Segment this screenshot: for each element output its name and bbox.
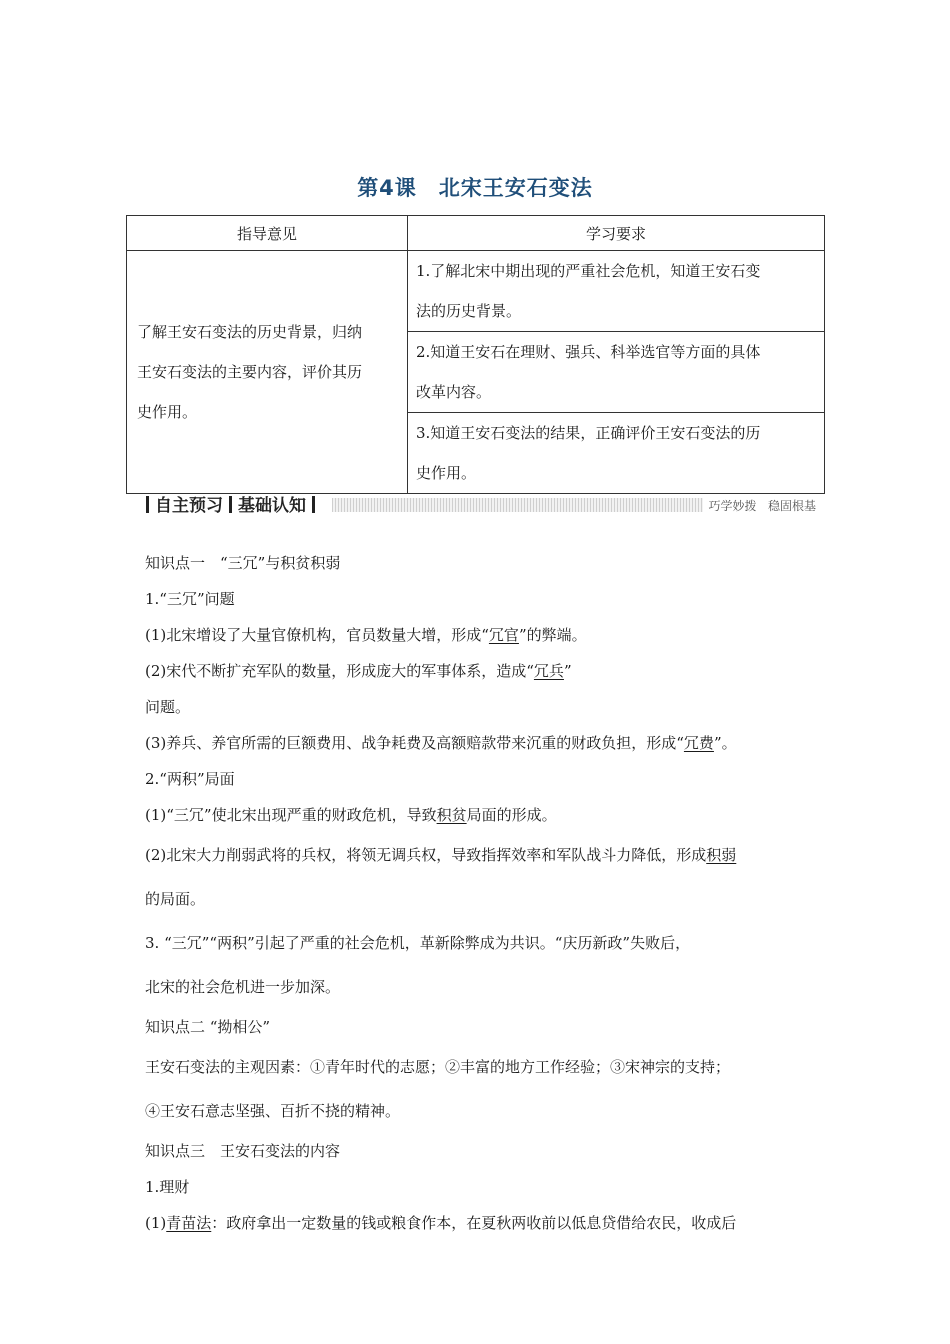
banner-heading-a: 自主预习	[155, 496, 223, 516]
paragraph-continued: ④王安石意志坚强、百折不挠的精神。	[145, 1102, 401, 1120]
subheading: 2.“两积”局面	[145, 770, 235, 788]
paragraph: (1)青苗法：政府拿出一定数量的钱或粮食作本，在夏秋两收前以低息贷借给农民，收成后	[145, 1214, 737, 1232]
requirement-line: 法的历史背景。	[416, 302, 522, 320]
paragraph: (3)养兵、养官所需的巨额费用、战争耗费及高额赔款带来沉重的财政负担，形成“冗费”。	[145, 734, 737, 752]
requirement-line: 史作用。	[416, 464, 477, 482]
paragraph-continued: 问题。	[145, 698, 191, 716]
banner-subtitle	[703, 496, 816, 516]
guide-line: 王安石变法的主要内容，评价其历	[137, 363, 363, 381]
section-heading: 知识点二 “拗相公”	[145, 1018, 271, 1036]
section-heading: 知识点三 王安石变法的内容	[145, 1142, 341, 1160]
banner-subtitle-a: 巧学妙拨	[708, 499, 757, 513]
requirement-line: 1.了解北宋中期出现的严重社会危机，知道王安石变	[416, 262, 761, 280]
key-term: 积贫	[436, 806, 467, 824]
requirement-cell-2	[408, 332, 825, 413]
table-header-row	[127, 216, 825, 251]
paragraph: (1)北宋增设了大量官僚机构，官员数量大增，形成“冗官”的弊端。	[145, 626, 587, 644]
paragraph: (1)“三冗”使北宋出现严重的财政危机，导致积贫局面的形成。	[145, 806, 557, 824]
subheading: 1.理财	[145, 1178, 190, 1196]
key-term: 冗兵	[533, 662, 564, 680]
key-term: 积弱	[706, 846, 737, 864]
paragraph: (2)宋代不断扩充军队的数量，形成庞大的军事体系，造成“冗兵”	[145, 662, 572, 680]
paragraph: 王安石变法的主观因素：①青年时代的志愿；②丰富的地方工作经验；③宋神宗的支持；	[145, 1058, 731, 1076]
banner-heading	[140, 494, 325, 518]
paragraph-continued: 北宋的社会危机进一步加深。	[145, 978, 341, 996]
key-term: 冗费	[683, 734, 714, 752]
banner-heading-b: 基础认知	[238, 496, 306, 516]
subheading: 1.“三冗”问题	[145, 590, 235, 608]
requirement-line: 改革内容。	[416, 383, 492, 401]
banner-subtitle-b: 稳固根基	[767, 499, 816, 513]
requirements-table	[126, 215, 825, 494]
key-term: 青苗法	[166, 1214, 212, 1232]
requirement-cell-1	[408, 251, 825, 332]
paragraph-continued: 的局面。	[145, 890, 206, 908]
header-requirement: 学习要求	[408, 216, 825, 251]
guide-cell	[127, 251, 408, 494]
section-banner	[140, 494, 816, 518]
guide-line: 史作用。	[137, 403, 198, 421]
page-title: 第4课 北宋王安石变法	[357, 176, 593, 200]
paragraph: (2)北宋大力削弱武将的兵权，将领无调兵权，导致指挥效率和军队战斗力降低，形成积弱	[145, 846, 737, 864]
requirement-line: 2.知道王安石在理财、强兵、科举选官等方面的具体	[416, 343, 761, 361]
requirement-line: 3.知道王安石变法的结果，正确评价王安石变法的历	[416, 424, 761, 442]
requirement-cell-3	[408, 413, 825, 494]
key-term: 冗官	[488, 626, 519, 644]
banner-bar	[146, 496, 149, 513]
header-guide: 指导意见	[127, 216, 408, 251]
document-body	[145, 545, 825, 1241]
section-heading: 知识点一 “三冗”与积贫积弱	[145, 554, 341, 572]
table-row	[127, 251, 825, 332]
paragraph: 3. “三冗”“两积”引起了严重的社会危机，革新除弊成为共识。“庆历新政”失败后，	[145, 934, 691, 952]
banner-bar	[229, 496, 232, 513]
banner-bar	[312, 496, 315, 513]
guide-line: 了解王安石变法的历史背景，归纳	[137, 323, 363, 341]
